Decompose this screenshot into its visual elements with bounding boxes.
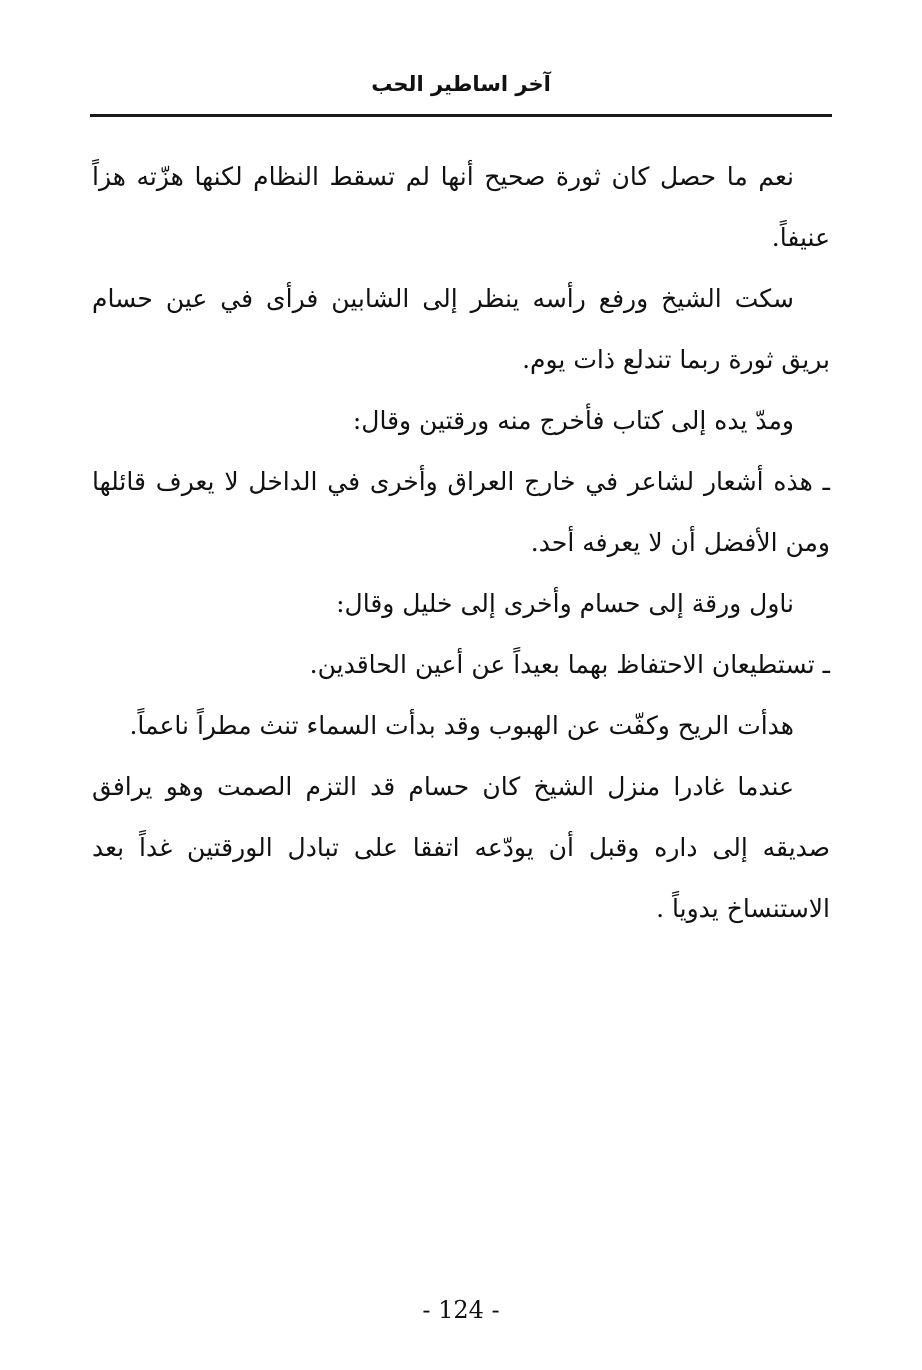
paragraph-7: هدأت الريح وكفّت عن الهبوب وقد بدأت السماء تنث مطراً ناعماً. bbox=[129, 711, 794, 740]
paragraph-6: ـ تستطيعان الاحتفاظ بهما بعيداً عن أعين الحاقدين. bbox=[309, 650, 830, 679]
paragraph-5: ناول ورقة إلى حسام وأخرى إلى خليل وقال: bbox=[336, 589, 794, 618]
page-number: - 124 - bbox=[422, 1296, 500, 1324]
body-text bbox=[92, 146, 830, 939]
header-divider bbox=[90, 114, 832, 117]
running-header-title: آخر اساطير الحب bbox=[371, 72, 551, 96]
paragraph-4: ـ هذه أشعار لشاعر في خارج العراق وأخرى في الداخل لا يعرف قائلها ومن الأفضل أن لا يعرفه أحد. bbox=[92, 467, 830, 557]
paragraph-2: سكت الشيخ ورفع رأسه ينظر إلى الشابين فرأى في عين حسام بريق ثورة ربما تندلع ذات يوم. bbox=[92, 284, 830, 374]
paragraph-3: ومدّ يده إلى كتاب فأخرج منه ورقتين وقال: bbox=[352, 406, 794, 435]
paragraph-8: عندما غادرا منزل الشيخ كان حسام قد التزم الصمت وهو يرافق صديقه إلى داره وقبل أن يودّعه اتفقا على تبادل الورقتين غداً بعد الاستنساخ يدوياً . bbox=[92, 772, 830, 923]
paragraph-1: نعم ما حصل كان ثورة صحيح أنها لم تسقط النظام لكنها هزّته هزاً عنيفاً. bbox=[92, 162, 830, 252]
